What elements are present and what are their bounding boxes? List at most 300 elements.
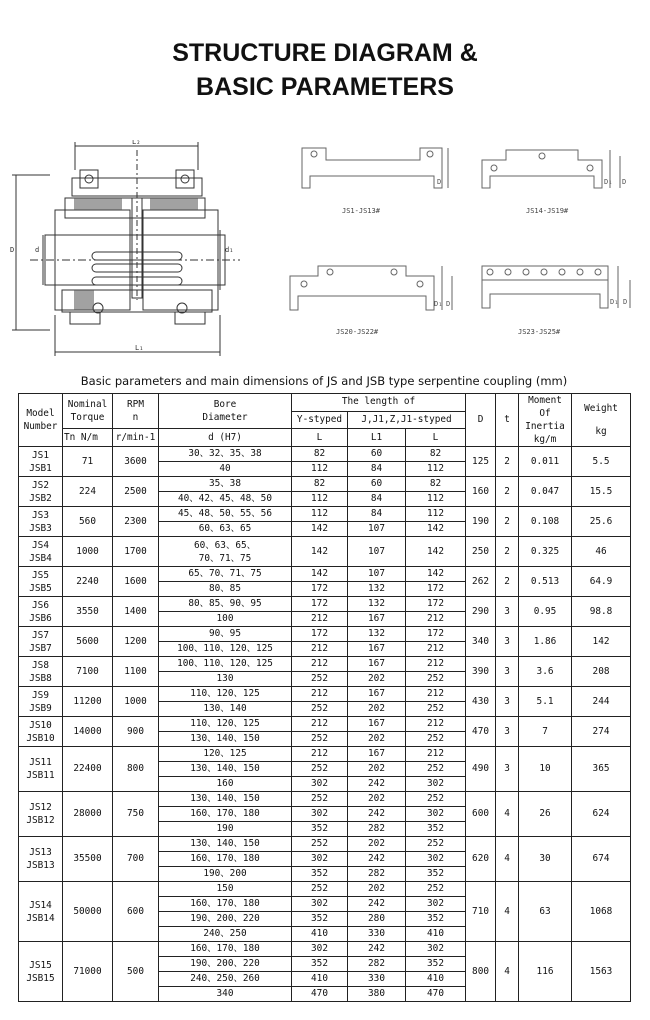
model-number-cell bbox=[19, 687, 63, 717]
table-row bbox=[19, 507, 631, 522]
length-l-j-cell: 302 bbox=[406, 777, 466, 792]
length-l-cell: 172 bbox=[292, 627, 348, 642]
torque-cell: 7100 bbox=[63, 657, 113, 687]
weight-cell: 365 bbox=[572, 747, 631, 792]
torque-cell: 22400 bbox=[63, 747, 113, 792]
t-cell: 4 bbox=[496, 942, 519, 1002]
torque-cell: 50000 bbox=[63, 882, 113, 942]
model-number: JS4 bbox=[32, 539, 49, 551]
rpm-cell: 2300 bbox=[113, 507, 159, 537]
length-l1-cell: 282 bbox=[348, 957, 406, 972]
header-l1: L1 bbox=[348, 429, 406, 447]
bore-cell: 100 bbox=[159, 612, 292, 627]
model-number: JS6 bbox=[32, 599, 49, 611]
weight-cell: 244 bbox=[572, 687, 631, 717]
length-l-j-cell: 142 bbox=[406, 537, 466, 567]
length-l-j-cell: 352 bbox=[406, 957, 466, 972]
length-l-cell: 252 bbox=[292, 762, 348, 777]
length-l-cell: 302 bbox=[292, 942, 348, 957]
table-row bbox=[19, 537, 631, 567]
t-cell: 4 bbox=[496, 882, 519, 942]
bore-cell: 130、140、150 bbox=[159, 792, 292, 807]
table-row bbox=[19, 657, 631, 672]
weight-cell: 5.5 bbox=[572, 447, 631, 477]
inertia-cell: 30 bbox=[519, 837, 572, 882]
rpm-cell: 900 bbox=[113, 717, 159, 747]
diameter-cell: 190 bbox=[466, 507, 496, 537]
length-l-cell: 252 bbox=[292, 837, 348, 852]
table-row bbox=[19, 627, 631, 642]
model-number: JS3 bbox=[32, 509, 49, 521]
bore-cell: 190、200、220 bbox=[159, 912, 292, 927]
bore-cell: 190、200、220 bbox=[159, 957, 292, 972]
length-l1-cell: 242 bbox=[348, 852, 406, 867]
coupling-cross-section-drawing bbox=[10, 140, 250, 365]
length-l-j-cell: 112 bbox=[406, 492, 466, 507]
bore-cell: 130、140 bbox=[159, 702, 292, 717]
weight-cell: 15.5 bbox=[572, 477, 631, 507]
variant-caption-2: JS14-JS19# bbox=[526, 207, 569, 215]
model-number: JS12 bbox=[29, 802, 52, 813]
model-number-cell bbox=[19, 837, 63, 882]
model-number: JS14 bbox=[29, 899, 52, 911]
bore-cell: 160、170、180 bbox=[159, 852, 292, 867]
bore-cell: 120、125 bbox=[159, 747, 292, 762]
length-l1-cell: 202 bbox=[348, 672, 406, 687]
inertia-cell: 116 bbox=[519, 942, 572, 1002]
length-l-cell: 352 bbox=[292, 912, 348, 927]
model-number: JS7 bbox=[32, 629, 49, 641]
length-l-cell: 352 bbox=[292, 822, 348, 837]
weight-cell: 274 bbox=[572, 717, 631, 747]
length-l-j-cell: 82 bbox=[406, 477, 466, 492]
header-bore: Bore Diameter bbox=[159, 394, 292, 429]
length-l1-cell: 330 bbox=[348, 972, 406, 987]
model-number-cell bbox=[19, 792, 63, 837]
bore-cell: 240、250 bbox=[159, 927, 292, 942]
torque-cell: 71 bbox=[63, 447, 113, 477]
length-l1-cell: 167 bbox=[348, 687, 406, 702]
inertia-cell: 10 bbox=[519, 747, 572, 792]
length-l-cell: 212 bbox=[292, 642, 348, 657]
torque-cell: 2240 bbox=[63, 567, 113, 597]
bore-cell: 150 bbox=[159, 882, 292, 897]
length-l1-cell: 132 bbox=[348, 582, 406, 597]
diameter-cell: 390 bbox=[466, 657, 496, 687]
t-cell: 3 bbox=[496, 597, 519, 627]
model-number: JS8 bbox=[32, 659, 49, 671]
length-l-cell: 410 bbox=[292, 972, 348, 987]
weight-cell: 142 bbox=[572, 627, 631, 657]
length-l1-cell: 242 bbox=[348, 777, 406, 792]
length-l-j-cell: 212 bbox=[406, 687, 466, 702]
length-l1-cell: 282 bbox=[348, 822, 406, 837]
inertia-cell: 0.95 bbox=[519, 597, 572, 627]
length-l1-cell: 280 bbox=[348, 912, 406, 927]
length-l-cell: 302 bbox=[292, 897, 348, 912]
t-cell: 2 bbox=[496, 447, 519, 477]
rpm-cell: 800 bbox=[113, 747, 159, 792]
model-number: JSB7 bbox=[29, 642, 52, 654]
model-number: JS5 bbox=[32, 569, 49, 581]
length-l-j-cell: 112 bbox=[406, 507, 466, 522]
length-l-cell: 112 bbox=[292, 492, 348, 507]
rpm-cell: 1100 bbox=[113, 657, 159, 687]
length-l-j-cell: 172 bbox=[406, 627, 466, 642]
header-bore-unit: d (H7) bbox=[159, 429, 292, 447]
weight-cell: 46 bbox=[572, 537, 631, 567]
length-l-j-cell: 252 bbox=[406, 882, 466, 897]
diameter-cell: 290 bbox=[466, 597, 496, 627]
length-l-j-cell: 142 bbox=[406, 522, 466, 537]
inertia-cell: 0.513 bbox=[519, 567, 572, 597]
length-l1-cell: 242 bbox=[348, 942, 406, 957]
length-l-cell: 212 bbox=[292, 612, 348, 627]
table-row bbox=[19, 597, 631, 612]
header-torque: Nominal Torque bbox=[63, 394, 113, 429]
length-l-j-cell: 252 bbox=[406, 792, 466, 807]
header-torque-unit: Tn N/m bbox=[63, 429, 113, 447]
dim-label-d1: d₁ bbox=[225, 246, 234, 254]
length-l1-cell: 132 bbox=[348, 627, 406, 642]
bore-cell: 40 bbox=[159, 462, 292, 477]
torque-cell: 5600 bbox=[63, 627, 113, 657]
length-l-cell: 212 bbox=[292, 717, 348, 732]
rpm-cell: 1200 bbox=[113, 627, 159, 657]
length-l1-cell: 167 bbox=[348, 642, 406, 657]
header-rpm-unit: r/min-1 bbox=[113, 429, 159, 447]
variant-caption-1: JS1-JS13# bbox=[342, 207, 380, 215]
variant-4-dim-d1: D₁ bbox=[610, 298, 619, 306]
table-row bbox=[19, 477, 631, 492]
bore-cell: 80、85 bbox=[159, 582, 292, 597]
inertia-cell: 0.047 bbox=[519, 477, 572, 507]
length-l1-cell: 107 bbox=[348, 567, 406, 582]
model-number: JSB5 bbox=[29, 582, 52, 594]
length-l1-cell: 202 bbox=[348, 762, 406, 777]
length-l1-cell: 167 bbox=[348, 717, 406, 732]
header-t: t bbox=[496, 394, 519, 447]
model-number-cell bbox=[19, 747, 63, 792]
model-number-cell bbox=[19, 942, 63, 1002]
table-row bbox=[19, 942, 631, 957]
model-number-cell bbox=[19, 717, 63, 747]
rpm-cell: 3600 bbox=[113, 447, 159, 477]
length-l-cell: 302 bbox=[292, 852, 348, 867]
length-l-j-cell: 212 bbox=[406, 612, 466, 627]
dim-label-d: d bbox=[35, 246, 40, 254]
length-l1-cell: 84 bbox=[348, 507, 406, 522]
bore-cell: 340 bbox=[159, 987, 292, 1002]
t-cell: 3 bbox=[496, 717, 519, 747]
t-cell: 3 bbox=[496, 687, 519, 717]
length-l-j-cell: 252 bbox=[406, 672, 466, 687]
length-l-j-cell: 172 bbox=[406, 582, 466, 597]
weight-cell: 98.8 bbox=[572, 597, 631, 627]
bore-value: 60、63、65、 bbox=[194, 539, 256, 551]
bore-cell: 160、170、180 bbox=[159, 807, 292, 822]
variant-2-dim-d: D bbox=[622, 178, 627, 186]
length-l-cell: 172 bbox=[292, 582, 348, 597]
length-l-cell: 172 bbox=[292, 597, 348, 612]
torque-cell: 11200 bbox=[63, 687, 113, 717]
bore-cell: 130 bbox=[159, 672, 292, 687]
length-l-j-cell: 142 bbox=[406, 567, 466, 582]
inertia-cell: 3.6 bbox=[519, 657, 572, 687]
length-l-cell: 252 bbox=[292, 672, 348, 687]
length-l1-cell: 60 bbox=[348, 447, 406, 462]
header-d: D bbox=[466, 394, 496, 447]
length-l-j-cell: 302 bbox=[406, 897, 466, 912]
table-row bbox=[19, 792, 631, 807]
length-l1-cell: 84 bbox=[348, 492, 406, 507]
model-number-cell bbox=[19, 627, 63, 657]
inertia-cell: 1.86 bbox=[519, 627, 572, 657]
model-number-cell bbox=[19, 447, 63, 477]
length-l-j-cell: 212 bbox=[406, 717, 466, 732]
diameter-cell: 470 bbox=[466, 717, 496, 747]
variant-drawing-3 bbox=[288, 258, 458, 320]
model-number-cell bbox=[19, 657, 63, 687]
length-l-cell: 252 bbox=[292, 882, 348, 897]
rpm-cell: 700 bbox=[113, 837, 159, 882]
torque-cell: 224 bbox=[63, 477, 113, 507]
length-l-cell: 302 bbox=[292, 807, 348, 822]
length-l-j-cell: 410 bbox=[406, 927, 466, 942]
model-number-cell bbox=[19, 477, 63, 507]
rpm-cell: 1000 bbox=[113, 687, 159, 717]
rpm-cell: 500 bbox=[113, 942, 159, 1002]
header-rpm: RPM n bbox=[113, 394, 159, 429]
diameter-cell: 262 bbox=[466, 567, 496, 597]
diameter-cell: 250 bbox=[466, 537, 496, 567]
bore-cell: 130、140、150 bbox=[159, 837, 292, 852]
bore-cell: 190 bbox=[159, 822, 292, 837]
length-l1-cell: 167 bbox=[348, 657, 406, 672]
weight-cell: 624 bbox=[572, 792, 631, 837]
torque-cell: 1000 bbox=[63, 537, 113, 567]
length-l-cell: 302 bbox=[292, 777, 348, 792]
bore-cell: 110、120、125 bbox=[159, 717, 292, 732]
diameter-cell: 710 bbox=[466, 882, 496, 942]
length-l-j-cell: 112 bbox=[406, 462, 466, 477]
length-l-cell: 142 bbox=[292, 522, 348, 537]
rpm-cell: 1700 bbox=[113, 537, 159, 567]
model-number: JSB1 bbox=[29, 462, 52, 474]
model-number: JSB8 bbox=[29, 672, 52, 684]
rpm-cell: 1600 bbox=[113, 567, 159, 597]
model-number: JSB2 bbox=[29, 492, 52, 504]
diameter-cell: 620 bbox=[466, 837, 496, 882]
t-cell: 2 bbox=[496, 567, 519, 597]
table-caption: Basic parameters and main dimensions of JS and JSB type serpentine coupling (mm) bbox=[80, 374, 568, 388]
length-l-cell: 352 bbox=[292, 957, 348, 972]
weight-cell: 208 bbox=[572, 657, 631, 687]
length-l-cell: 252 bbox=[292, 732, 348, 747]
model-number: JSB6 bbox=[29, 612, 52, 624]
length-l-j-cell: 302 bbox=[406, 852, 466, 867]
model-number: JS1 bbox=[32, 449, 49, 461]
bore-cell bbox=[159, 537, 292, 567]
length-l1-cell: 282 bbox=[348, 867, 406, 882]
bore-cell: 100、110、120、125 bbox=[159, 642, 292, 657]
length-l-j-cell: 212 bbox=[406, 747, 466, 762]
length-l1-cell: 242 bbox=[348, 807, 406, 822]
inertia-cell: 7 bbox=[519, 717, 572, 747]
length-l1-cell: 167 bbox=[348, 612, 406, 627]
length-l1-cell: 107 bbox=[348, 522, 406, 537]
weight-cell: 64.9 bbox=[572, 567, 631, 597]
length-l-cell: 142 bbox=[292, 537, 348, 567]
model-number: JSB4 bbox=[29, 552, 52, 564]
length-l1-cell: 202 bbox=[348, 882, 406, 897]
header-l-j: L bbox=[406, 429, 466, 447]
page-title-line-2: BASIC PARAMETERS bbox=[196, 73, 454, 101]
model-number: JSB15 bbox=[26, 972, 55, 984]
length-l-j-cell: 172 bbox=[406, 597, 466, 612]
length-l1-cell: 167 bbox=[348, 747, 406, 762]
bore-cell: 130、140、150 bbox=[159, 762, 292, 777]
diameter-cell: 600 bbox=[466, 792, 496, 837]
model-number: JS11 bbox=[29, 757, 52, 768]
page-title bbox=[0, 36, 650, 104]
diameter-cell: 430 bbox=[466, 687, 496, 717]
bore-cell: 110、120、125 bbox=[159, 687, 292, 702]
variant-caption-4: JS23-JS25# bbox=[518, 328, 561, 336]
variant-3-dim-d: D bbox=[446, 300, 451, 308]
table-row bbox=[19, 717, 631, 732]
t-cell: 2 bbox=[496, 477, 519, 507]
weight-cell: 1563 bbox=[572, 942, 631, 1002]
diameter-cell: 125 bbox=[466, 447, 496, 477]
inertia-cell: 5.1 bbox=[519, 687, 572, 717]
model-number: JSB14 bbox=[26, 912, 55, 924]
header-model: Model Number bbox=[19, 394, 63, 447]
length-l-cell: 212 bbox=[292, 747, 348, 762]
table-row bbox=[19, 687, 631, 702]
length-l-cell: 410 bbox=[292, 927, 348, 942]
bore-cell: 35、38 bbox=[159, 477, 292, 492]
length-l1-cell: 84 bbox=[348, 462, 406, 477]
weight-cell: 674 bbox=[572, 837, 631, 882]
bore-cell: 130、140、150 bbox=[159, 732, 292, 747]
bore-cell: 90、95 bbox=[159, 627, 292, 642]
rpm-cell: 1400 bbox=[113, 597, 159, 627]
length-l-j-cell: 212 bbox=[406, 657, 466, 672]
torque-cell: 3550 bbox=[63, 597, 113, 627]
header-j-styped: J,J1,Z,J1-styped bbox=[348, 411, 466, 429]
length-l-j-cell: 212 bbox=[406, 642, 466, 657]
variant-drawing-2 bbox=[478, 140, 633, 200]
length-l-j-cell: 410 bbox=[406, 972, 466, 987]
length-l1-cell: 107 bbox=[348, 537, 406, 567]
length-l-cell: 82 bbox=[292, 477, 348, 492]
diameter-cell: 490 bbox=[466, 747, 496, 792]
length-l1-cell: 202 bbox=[348, 702, 406, 717]
bore-cell: 240、250、260 bbox=[159, 972, 292, 987]
t-cell: 2 bbox=[496, 507, 519, 537]
model-number-cell bbox=[19, 567, 63, 597]
table-row bbox=[19, 447, 631, 462]
bore-value: 70、71、75 bbox=[198, 552, 252, 564]
length-l-cell: 212 bbox=[292, 687, 348, 702]
inertia-cell: 0.108 bbox=[519, 507, 572, 537]
length-l-cell: 82 bbox=[292, 447, 348, 462]
variant-caption-3: JS20-JS22# bbox=[336, 328, 379, 336]
model-number: JSB12 bbox=[26, 815, 55, 826]
t-cell: 3 bbox=[496, 627, 519, 657]
length-l-cell: 352 bbox=[292, 867, 348, 882]
parameters-table bbox=[18, 393, 631, 1002]
diameter-cell: 340 bbox=[466, 627, 496, 657]
length-l1-cell: 202 bbox=[348, 732, 406, 747]
length-l-cell: 212 bbox=[292, 657, 348, 672]
length-l-cell: 252 bbox=[292, 792, 348, 807]
torque-cell: 560 bbox=[63, 507, 113, 537]
variant-1-dim-d: D bbox=[437, 178, 442, 186]
bore-cell: 80、85、90、95 bbox=[159, 597, 292, 612]
length-l1-cell: 330 bbox=[348, 927, 406, 942]
torque-cell: 14000 bbox=[63, 717, 113, 747]
bore-cell: 65、70、71、75 bbox=[159, 567, 292, 582]
rpm-cell: 600 bbox=[113, 882, 159, 942]
bore-cell: 160、170、180 bbox=[159, 897, 292, 912]
bore-cell: 60、63、65 bbox=[159, 522, 292, 537]
model-number-cell bbox=[19, 507, 63, 537]
torque-cell: 71000 bbox=[63, 942, 113, 1002]
model-number: JSB3 bbox=[29, 522, 52, 534]
model-number-cell bbox=[19, 882, 63, 942]
t-cell: 4 bbox=[496, 792, 519, 837]
dim-label-l2: L₂ bbox=[132, 140, 141, 146]
t-cell: 4 bbox=[496, 837, 519, 882]
table-row bbox=[19, 747, 631, 762]
weight-cell: 25.6 bbox=[572, 507, 631, 537]
header-inertia: Moment Of Inertia kg/m bbox=[519, 394, 572, 447]
length-l-cell: 112 bbox=[292, 507, 348, 522]
inertia-cell: 0.325 bbox=[519, 537, 572, 567]
torque-cell: 28000 bbox=[63, 792, 113, 837]
t-cell: 3 bbox=[496, 747, 519, 792]
length-l-j-cell: 252 bbox=[406, 762, 466, 777]
variant-3-dim-d1: D₁ bbox=[434, 300, 443, 308]
length-l-j-cell: 252 bbox=[406, 837, 466, 852]
dim-label-l1: L₁ bbox=[135, 344, 144, 352]
model-number: JS13 bbox=[29, 847, 52, 858]
table-body bbox=[19, 447, 631, 1002]
t-cell: 2 bbox=[496, 537, 519, 567]
length-l-j-cell: 352 bbox=[406, 822, 466, 837]
table-row bbox=[19, 567, 631, 582]
length-l-j-cell: 470 bbox=[406, 987, 466, 1002]
length-l1-cell: 242 bbox=[348, 897, 406, 912]
variant-drawing-1 bbox=[300, 140, 455, 200]
dim-label-big-d: D bbox=[10, 246, 15, 254]
length-l-j-cell: 252 bbox=[406, 732, 466, 747]
page-title-line-1: STRUCTURE DIAGRAM & bbox=[172, 39, 478, 67]
table-row bbox=[19, 882, 631, 897]
variant-drawing-4 bbox=[480, 258, 638, 320]
length-l1-cell: 202 bbox=[348, 837, 406, 852]
length-l-cell: 252 bbox=[292, 702, 348, 717]
length-l-cell: 470 bbox=[292, 987, 348, 1002]
bore-cell: 45、48、50、55、56 bbox=[159, 507, 292, 522]
header-length-group: The length of bbox=[292, 394, 466, 412]
length-l1-cell: 60 bbox=[348, 477, 406, 492]
inertia-cell: 63 bbox=[519, 882, 572, 942]
rpm-cell: 2500 bbox=[113, 477, 159, 507]
length-l-j-cell: 252 bbox=[406, 702, 466, 717]
